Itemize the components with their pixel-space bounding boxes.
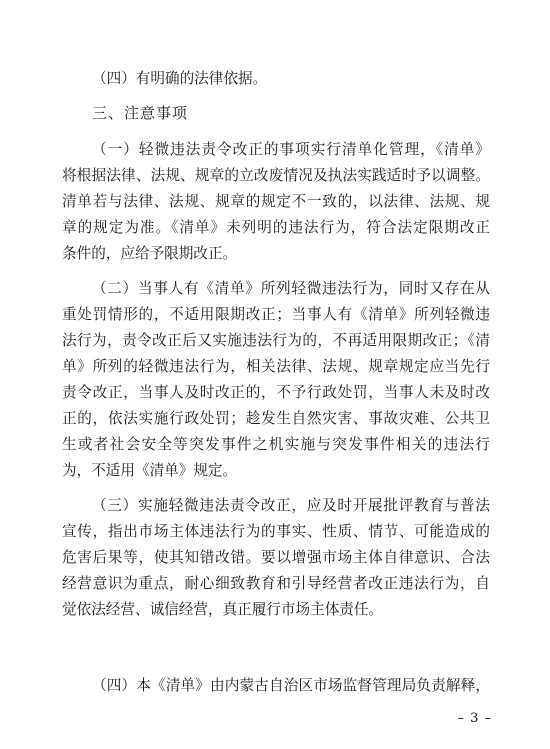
paragraph-1-line-2: 将根据法律、法规、规章的立改废情况及执法实践适时予以调整。 xyxy=(62,167,490,184)
paragraph-3-line-2: 宣传，指出市场主体违法行为的事实、性质、情节、可能造成的 xyxy=(62,523,490,540)
paragraph-2-line-5: 责令改正，当事人及时改正的，不予行政处罚，当事人未及时改 xyxy=(62,384,490,401)
paragraph-1-line-5: 条件的，应给予限期改正。 xyxy=(62,245,238,262)
list-item-4-legal-basis: （四）有明确的法律依据。 xyxy=(92,70,268,87)
paragraph-3-line-4: 经营意识为重点，耐心细致教育和引导经营者改正违法行为，自 xyxy=(62,575,490,592)
paragraph-4-line-1: （四）本《清单》由内蒙古自治区市场监督管理局负责解释， xyxy=(92,677,490,694)
paragraph-1-line-3: 清单若与法律、法规、规章的规定不一致的，以法律、法规、规 xyxy=(62,193,490,210)
paragraph-3-line-1: （三）实施轻微违法责令改正，应及时开展批评教育与普法 xyxy=(92,497,490,514)
paragraph-1-line-1: （一）轻微违法责令改正的事项实行清单化管理，《清单》 xyxy=(92,141,490,158)
paragraph-2-line-1: （二）当事人有《清单》所列轻微违法行为，同时又存在从 xyxy=(92,280,490,297)
paragraph-2-line-2: 重处罚情形的，不适用限期改正；当事人有《清单》所列轻微违 xyxy=(62,306,490,323)
paragraph-2-line-4: 单》所列的轻微违法行为，相关法律、法规、规章规定应当先行 xyxy=(62,358,490,375)
paragraph-2-line-8: 为，不适用《清单》规定。 xyxy=(62,462,238,479)
paragraph-2-line-3: 法行为，责令改正后又实施违法行为的，不再适用限期改正；《清 xyxy=(62,332,490,349)
paragraph-2-line-6: 正的，依法实施行政处罚；趁发生自然灾害、事故灾难、公共卫 xyxy=(62,410,490,427)
paragraph-2-line-7: 生或者社会安全等突发事件之机实施与突发事件相关的违法行 xyxy=(62,436,490,453)
paragraph-3-line-5: 觉依法经营、诚信经营，真正履行市场主体责任。 xyxy=(62,601,384,618)
page-number: – 3 – xyxy=(457,711,492,726)
section-heading-notes: 三、注意事项 xyxy=(92,104,189,122)
paragraph-3-line-3: 危害后果等，使其知错改错。要以增强市场主体自律意识、合法 xyxy=(62,549,490,566)
paragraph-1-line-4: 章的规定为准。《清单》未列明的违法行为，符合法定限期改正 xyxy=(62,219,490,236)
